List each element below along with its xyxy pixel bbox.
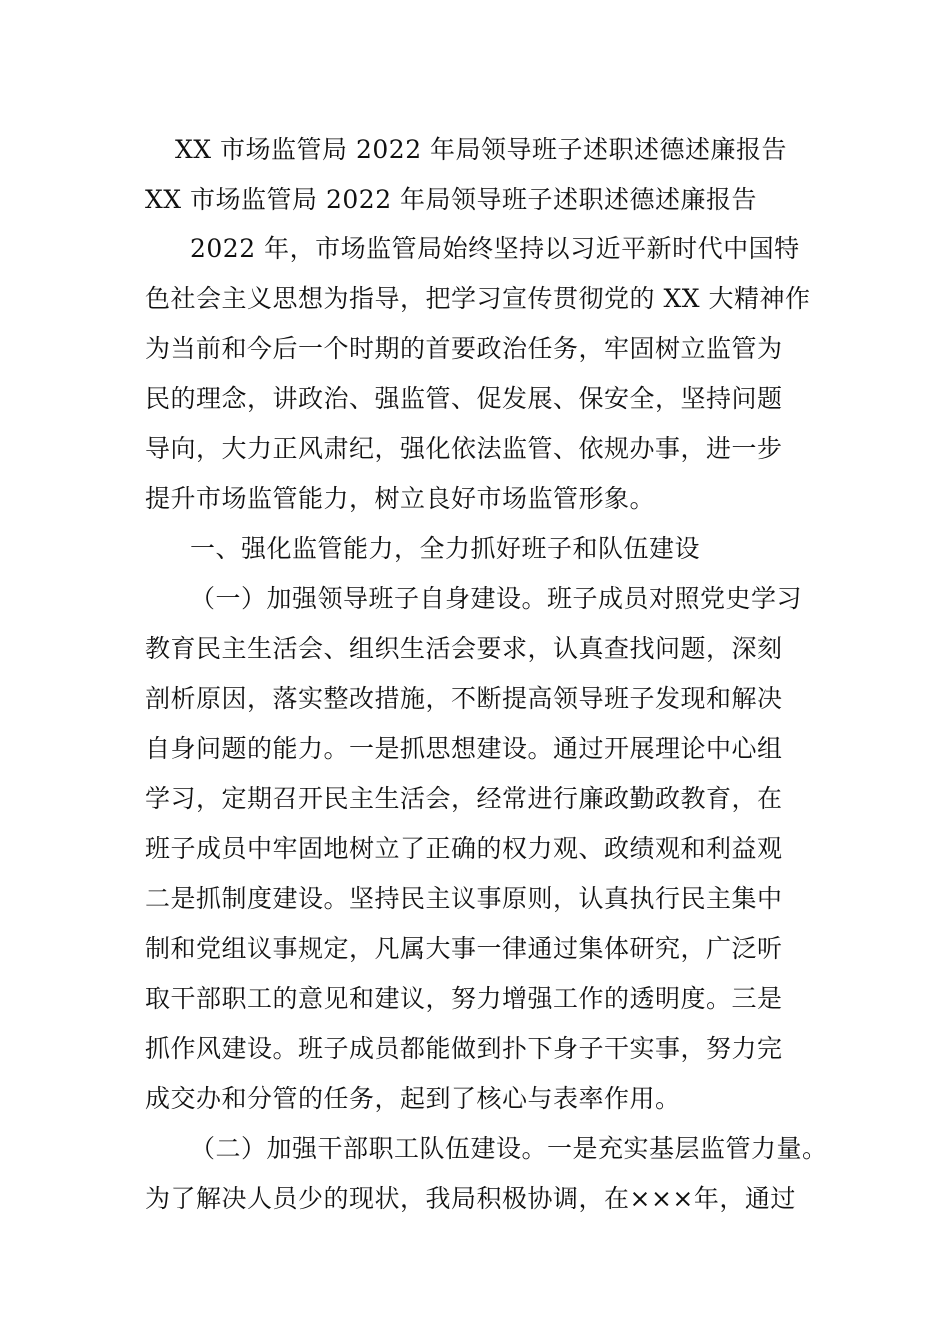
paragraph-line: 学习，定期召开民主生活会，经常进行廉政勤政教育，在 xyxy=(145,784,783,813)
document-subtitle: XX 市场监管局 2022 年局领导班子述职述德述廉报告 xyxy=(145,185,758,214)
paragraph-line: （一）加强领导班子自身建设。班子成员对照党史学习 xyxy=(190,584,803,613)
paragraph-line: 为当前和今后一个时期的首要政治任务，牢固树立监管为 xyxy=(145,334,783,363)
document-title: XX 市场监管局 2022 年局领导班子述职述德述廉报告 xyxy=(175,135,788,164)
paragraph-line: 色社会主义思想为指导，把学习宣传贯彻党的 XX 大精神作 xyxy=(145,284,811,313)
paragraph-line: 抓作风建设。班子成员都能做到扑下身子干实事，努力完 xyxy=(145,1034,783,1063)
paragraph-line: 二是抓制度建设。坚持民主议事原则，认真执行民主集中 xyxy=(145,884,783,913)
paragraph-line: 取干部职工的意见和建议，努力增强工作的透明度。三是 xyxy=(145,984,783,1013)
paragraph-line: 班子成员中牢固地树立了正确的权力观、政绩观和利益观 xyxy=(145,834,783,863)
paragraph-line: 教育民主生活会、组织生活会要求，认真查找问题，深刻 xyxy=(145,634,783,663)
paragraph-line: 自身问题的能力。一是抓思想建设。通过开展理论中心组 xyxy=(145,734,783,763)
paragraph-line: 提升市场监管能力，树立良好市场监管形象。 xyxy=(145,484,656,513)
paragraph-line: 成交办和分管的任务，起到了核心与表率作用。 xyxy=(145,1084,681,1113)
paragraph-line: 剖析原因，落实整改措施，不断提高领导班子发现和解决 xyxy=(145,684,783,713)
paragraph-line: 导向，大力正风肃纪，强化依法监管、依规办事，进一步 xyxy=(145,434,783,463)
paragraph-line: 制和党组议事规定，凡属大事一律通过集体研究，广泛听 xyxy=(145,934,783,963)
paragraph-line: 民的理念，讲政治、强监管、促发展、保安全，坚持问题 xyxy=(145,384,783,413)
paragraph-line: 2022 年，市场监管局始终坚持以习近平新时代中国特 xyxy=(190,234,800,263)
paragraph-line: （二）加强干部职工队伍建设。一是充实基层监管力量。 xyxy=(190,1134,828,1163)
paragraph-line: 为了解决人员少的现状，我局积极协调，在×××年，通过 xyxy=(145,1184,796,1213)
section-heading: 一、强化监管能力，全力抓好班子和队伍建设 xyxy=(190,534,701,563)
